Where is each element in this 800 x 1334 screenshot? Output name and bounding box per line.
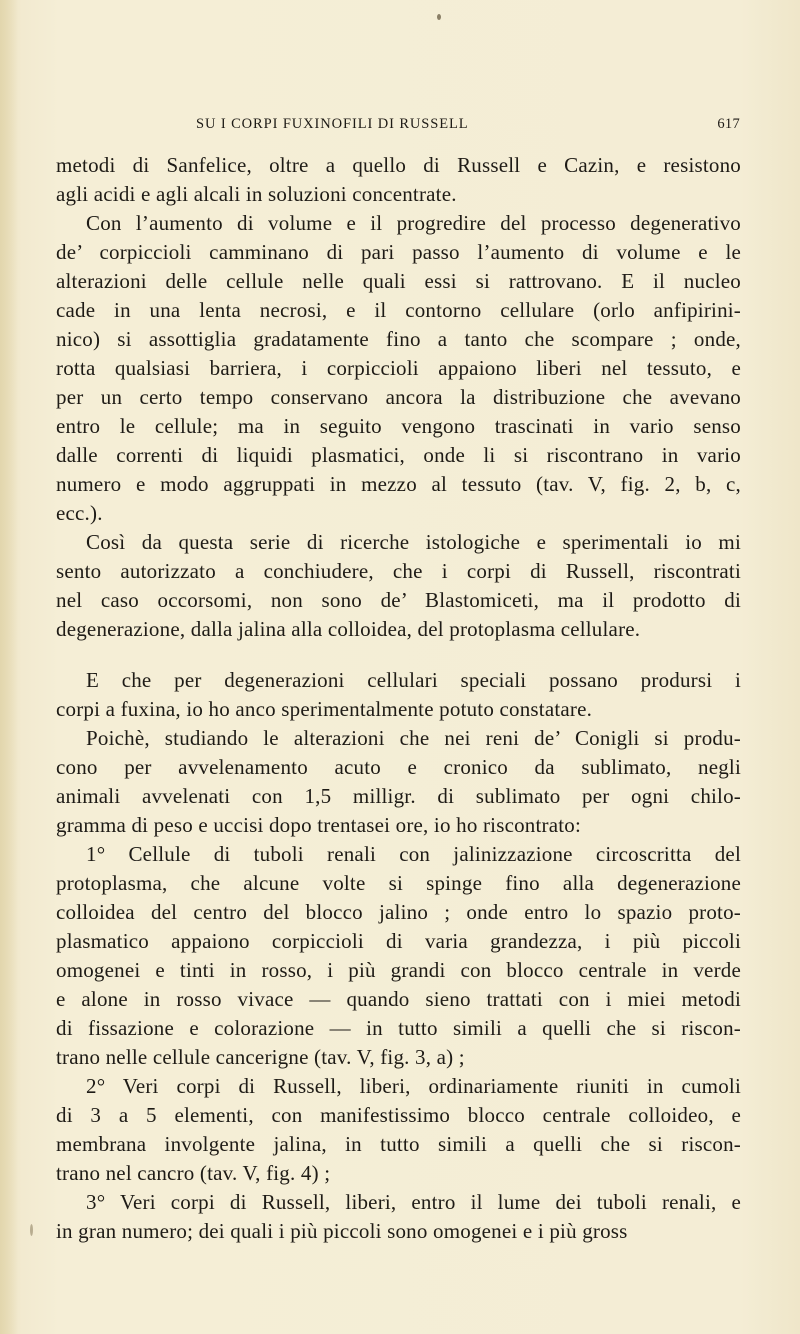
text-line: dalle correnti di liquidi plasmatici, onde li si riscontrano in vario <box>56 443 741 467</box>
text-line: Con l’aumento di volume e il progredire del processo degenerativo <box>86 211 741 235</box>
text-line: ecc.). <box>56 501 103 525</box>
text-line: cono per avvelenamento acuto e cronico da sublimato, negli <box>56 755 741 779</box>
text-line: di fissazione e colorazione — in tutto simili a quelli che si riscon- <box>56 1016 741 1040</box>
text-line: cade in una lenta necrosi, e il contorno cellulare (orlo anfipirini- <box>56 298 741 322</box>
text-line: sento autorizzato a conchiudere, che i corpi di Russell, riscontrati <box>56 559 741 583</box>
running-head <box>140 116 740 138</box>
text-line: nel caso occorsomi, non sono de’ Blastomiceti, ma il prodotto di <box>56 588 741 612</box>
text-line: 1° Cellule di tuboli renali con jalinizzazione circoscritta del <box>86 842 741 866</box>
text-line: per un certo tempo conservano ancora la distribuzione che avevano <box>56 385 741 409</box>
text-line: de’ corpiccioli camminano di pari passo l’aumento di volume e le <box>56 240 741 264</box>
text-line: 2° Veri corpi di Russell, liberi, ordinariamente riuniti in cumoli <box>86 1074 741 1098</box>
running-title: SU I CORPI FUXINOFILI DI RUSSELL <box>196 116 469 132</box>
text-line: di 3 a 5 elementi, con manifestissimo blocco centrale colloideo, e <box>56 1103 741 1127</box>
text-line: protoplasma, che alcune volte si spinge fino alla degenerazione <box>56 871 741 895</box>
text-line: numero e modo aggruppati in mezzo al tessuto (tav. V, fig. 2, b, c, <box>56 472 741 496</box>
text-line: in gran numero; dei quali i più piccoli sono omogenei e i più gross <box>56 1219 628 1243</box>
text-line: membrana involgente jalina, in tutto simili a quelli che si riscon- <box>56 1132 741 1156</box>
text-line: metodi di Sanfelice, oltre a quello di Russell e Cazin, e resistono <box>56 153 741 177</box>
text-line: agli acidi e agli alcali in soluzioni concentrate. <box>56 182 457 206</box>
text-line: entro le cellule; ma in seguito vengono trascinati in vario senso <box>56 414 741 438</box>
text-line: omogenei e tinti in rosso, i più grandi con blocco centrale in verde <box>56 958 741 982</box>
text-line: Poichè, studiando le alterazioni che nei reni de’ Conigli si produ- <box>86 726 741 750</box>
text-line: trano nelle cellule cancerigne (tav. V, fig. 3, a) ; <box>56 1045 465 1069</box>
text-line: e alone in rosso vivace — quando sieno trattati con i miei metodi <box>56 987 741 1011</box>
ink-speck <box>437 14 441 20</box>
text-line: alterazioni delle cellule nelle quali essi si rattrovano. E il nucleo <box>56 269 741 293</box>
page-number: 617 <box>717 116 740 132</box>
section-gap <box>56 644 741 666</box>
text-line: trano nel cancro (tav. V, fig. 4) ; <box>56 1161 331 1185</box>
text-line: degenerazione, dalla jalina alla colloidea, del protoplasma cellulare. <box>56 617 641 641</box>
text-line: colloidea del centro del blocco jalino ; onde entro lo spazio proto- <box>56 900 741 924</box>
text-line: E che per degenerazioni cellulari speciali possano prodursi i <box>86 668 741 692</box>
body-text <box>56 151 741 1246</box>
binding-edge-shadow <box>0 0 18 1334</box>
text-line: rotta qualsiasi barriera, i corpiccioli appaiono liberi nel tessuto, e <box>56 356 741 380</box>
text-line: 3° Veri corpi di Russell, liberi, entro il lume dei tuboli renali, e <box>86 1190 741 1214</box>
text-line: corpi a fuxina, io ho anco sperimentalmente potuto constatare. <box>56 697 593 721</box>
text-line: Così da questa serie di ricerche istologiche e sperimentali io mi <box>86 530 741 554</box>
text-line: plasmatico appaiono corpiccioli di varia grandezza, i più piccoli <box>56 929 741 953</box>
ink-speck <box>30 1224 33 1236</box>
text-line: nico) si assottiglia gradatamente fino a tanto che scompare ; onde, <box>56 327 741 351</box>
text-line: gramma di peso e uccisi dopo trentasei ore, io ho riscontrato: <box>56 813 582 837</box>
text-line: animali avvelenati con 1,5 milligr. di sublimato per ogni chilo- <box>56 784 741 808</box>
